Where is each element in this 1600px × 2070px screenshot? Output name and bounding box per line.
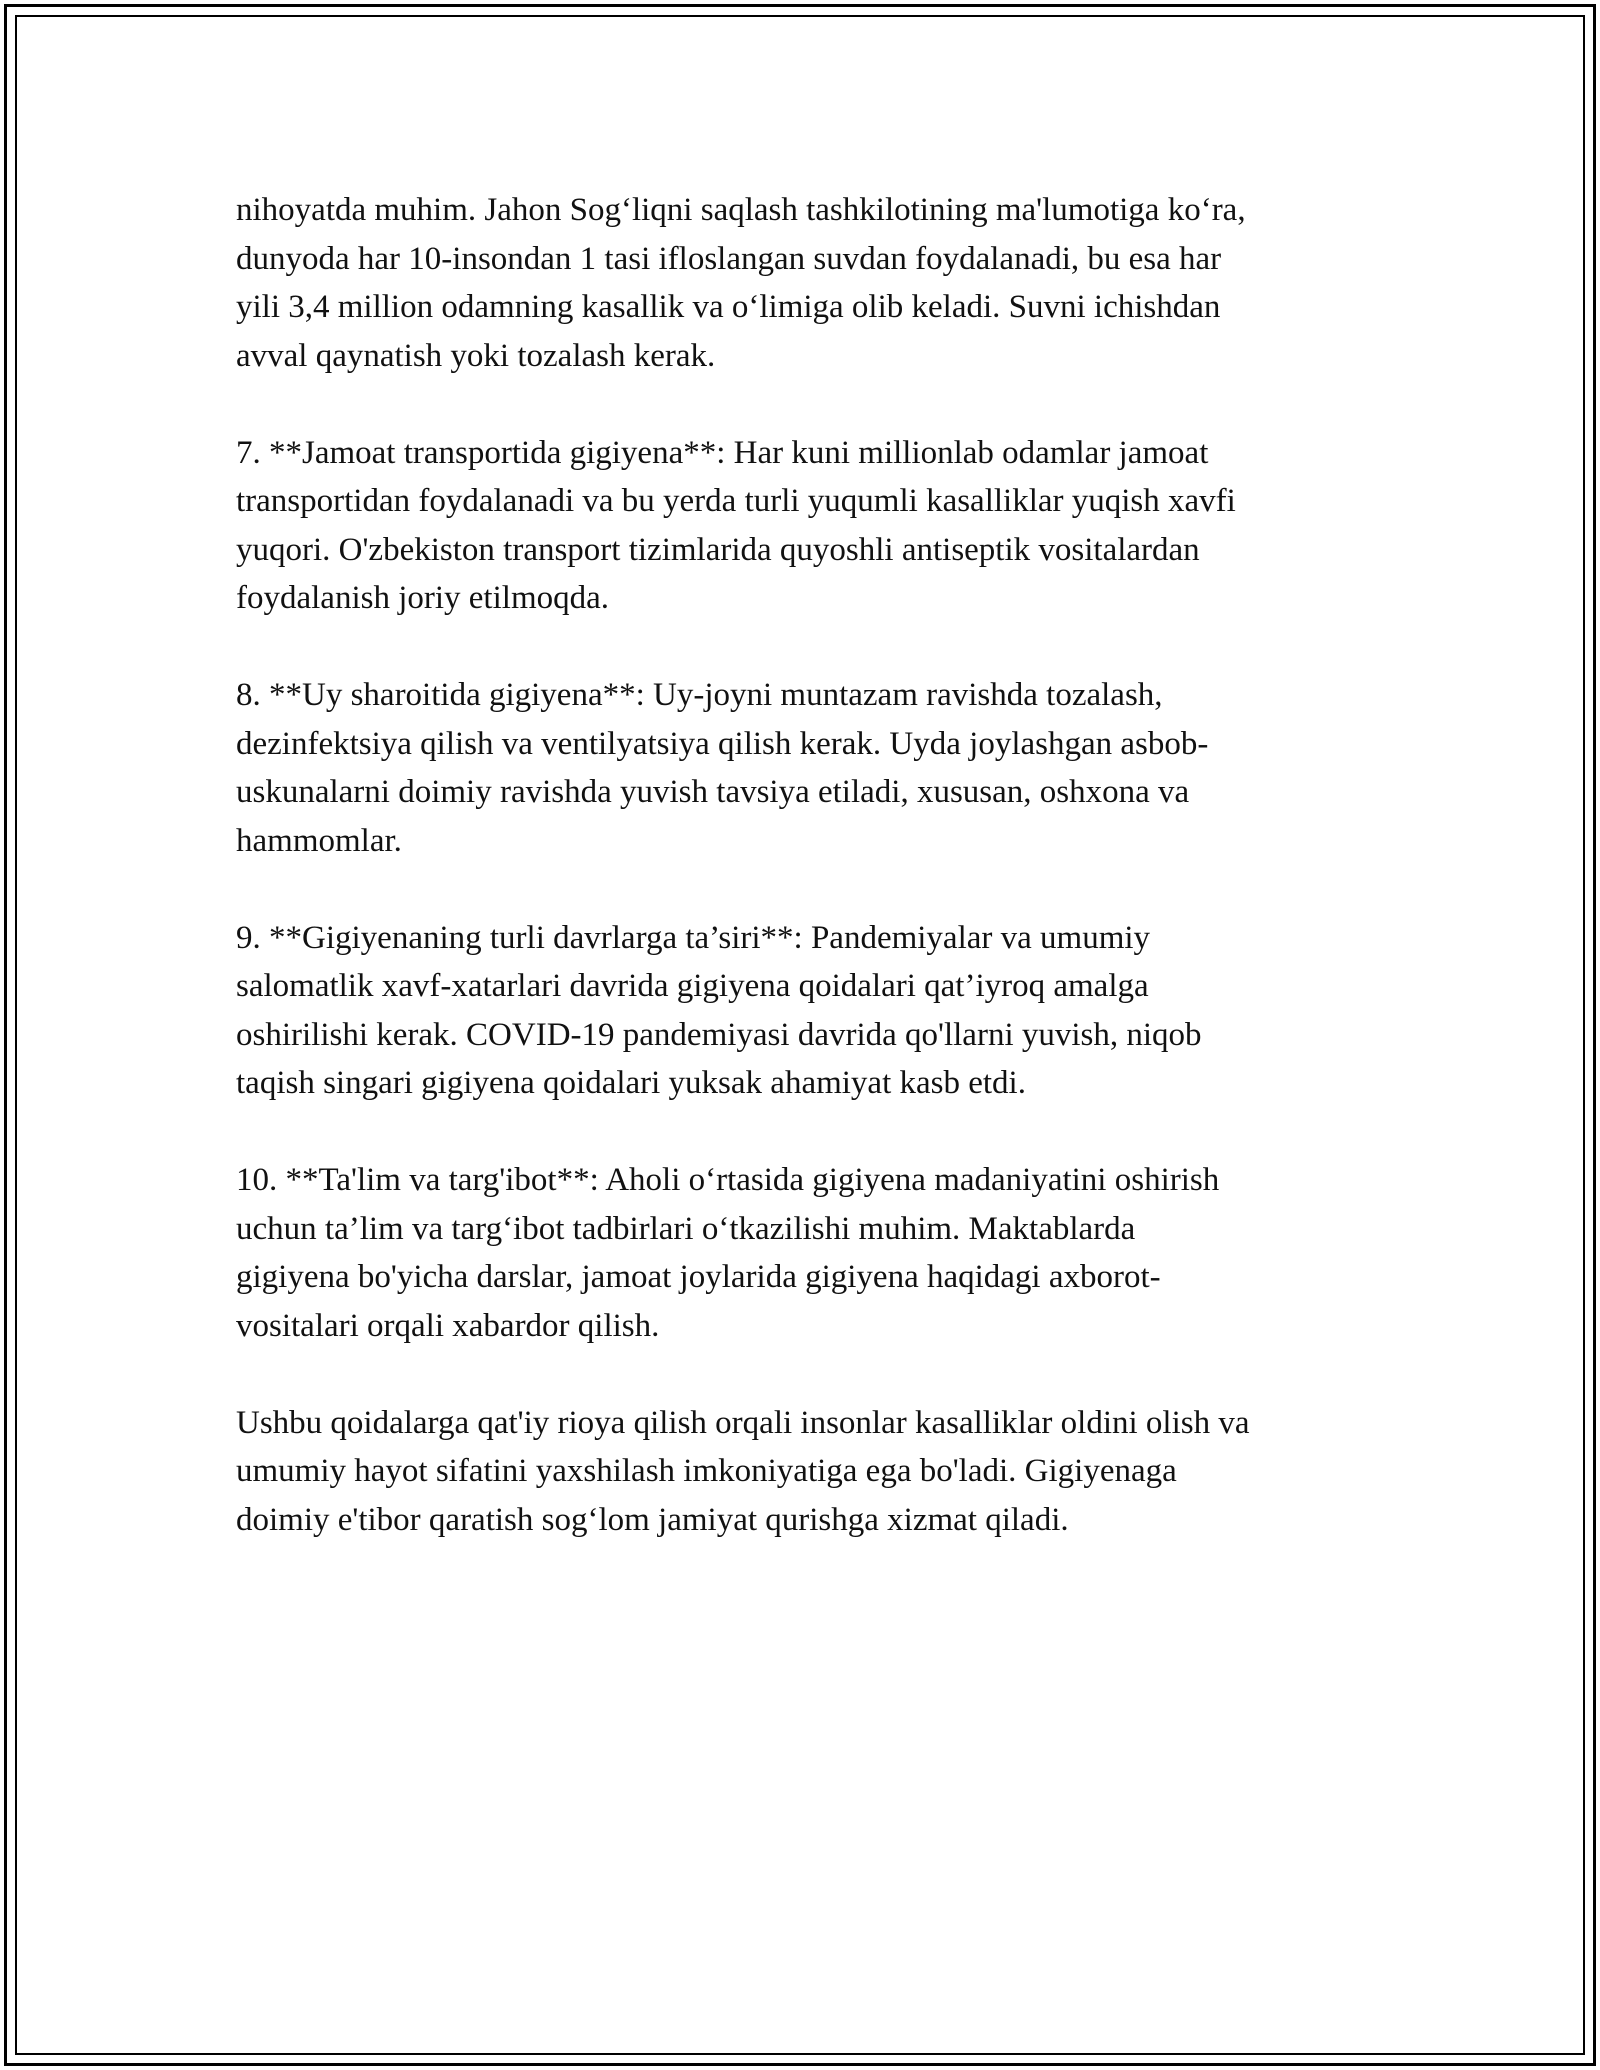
paragraph-home-hygiene: 8. **Uy sharoitida gigiyena**: Uy-joyni muntazam ravishda tozalash, dezinfektsiya qilish va ventilyatsiya qilish kerak. Uyda joylashgan asbob- uskunalarni doimiy ravishda yuvish tavsiya etiladi, xususan, oshxona va hammomlar. [236, 677, 1209, 859]
document-body [236, 186, 1371, 1593]
paragraph-public-transport-hygiene: 7. **Jamoat transportida gigiyena**: Har kuni millionlab odamlar jamoat transportidan foydalanadi va bu yerda turli yuqumli kasalliklar yuqish xavfi yuqori. O'zbekiston transport tizimlarida quyoshli antiseptik vositalardan foydalanish joriy etilmoqda. [236, 434, 1236, 616]
paragraph-education-promotion: 10. **Ta'lim va targ'ibot**: Aholi o‘rtasida gigiyena madaniyatini oshirish uchun ta’lim va targ‘ibot tadbirlari o‘tkazilishi muhim. Maktablarda gigiyena bo'yicha darslar, jamoat joylarida gigiyena haqidagi axborot- vositalari orqali xabardor qilish. [236, 1162, 1220, 1344]
paragraph-hygiene-periods: 9. **Gigiyenaning turli davrlarga ta’siri**: Pandemiyalar va umumiy salomatlik xavf-xatarlari davrida gigiyena qoidalari qat’iyroq amalga oshirilishi kerak. COVID-19 pandemiyasi davrida qo'llarni yuvish, niqob taqish singari gigiyena qoidalari yuksak ahamiyat kasb etdi. [236, 919, 1202, 1101]
paragraph-water-hygiene: nihoyatda muhim. Jahon Sog‘liqni saqlash tashkilotining ma'lumotiga ko‘ra, dunyoda har 10-insondan 1 tasi ifloslangan suvdan foydalanadi, bu esa har yili 3,4 million odamning kasallik va o‘limiga olib keladi. Suvni ichishdan avval qaynatish yoki tozalash kerak. [236, 192, 1246, 374]
paragraph-conclusion: Ushbu qoidalarga qat'iy rioya qilish orqali insonlar kasalliklar oldini olish va umumiy hayot sifatini yaxshilash imkoniyatiga ega bo'ladi. Gigiyenaga doimiy e'tibor qaratish sog‘lom jamiyat qurishga xizmat qiladi. [236, 1404, 1250, 1538]
